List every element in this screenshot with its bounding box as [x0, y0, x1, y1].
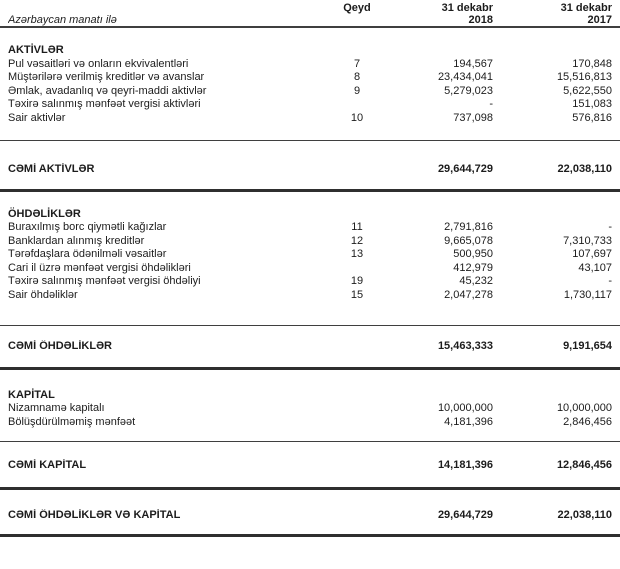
grand-total-value-2018: 29,644,729 — [437, 508, 493, 521]
header-spacer — [8, 2, 329, 14]
total-equity-block — [0, 441, 620, 490]
row-value-2017: 2,846,456 — [563, 415, 612, 428]
table-row — [0, 58, 620, 72]
grand-total-note — [329, 509, 385, 523]
total-value-2017: 9,191,654 — [563, 340, 612, 352]
row-value-2018: 194,567 — [453, 57, 493, 70]
table-row — [0, 112, 620, 126]
row-label: Nizamnamə kapitalı — [8, 402, 105, 414]
table-row — [0, 98, 620, 112]
row-label: Müştərilərə verilmiş kreditlər və avanslar — [8, 71, 205, 83]
row-value-2018: 10,000,000 — [437, 402, 493, 414]
header-row-dates — [0, 2, 620, 14]
total-row — [0, 163, 620, 177]
row-note — [329, 416, 385, 430]
row-label: Sair aktivlər — [8, 111, 66, 124]
row-value-2017: 7,310,733 — [563, 234, 612, 247]
column-header-2017-date: 31 dekabr — [560, 2, 612, 14]
row-label: Cari il üzrə mənfəət vergisi öhdəlikləri — [8, 261, 191, 274]
total-label: CƏMİ KAPİTAL — [8, 459, 87, 471]
row-value-2017: 43,107 — [578, 261, 612, 274]
row-note: 15 — [350, 288, 364, 301]
row-value-2017: 576,816 — [572, 111, 612, 124]
row-note: 10 — [350, 111, 364, 124]
row-label: Buraxılmış borc qiymətli kağızlar — [8, 221, 167, 233]
total-value-2018: 29,644,729 — [437, 163, 493, 175]
table-row — [0, 248, 620, 262]
row-note: 13 — [350, 248, 364, 260]
row-value-2017: 1,730,117 — [563, 288, 612, 301]
row-value-2017: 15,516,813 — [556, 71, 612, 83]
row-label: Sair öhdəliklər — [8, 288, 78, 301]
total-value-2018: 14,181,396 — [437, 459, 493, 471]
column-header-2017-year: 2017 — [587, 14, 612, 26]
total-value-2017: 22,038,110 — [557, 163, 612, 175]
row-label: Bölüşdürülməmiş mənfəət — [8, 415, 136, 428]
row-value-2018: 500,950 — [453, 248, 493, 260]
header-spacer — [329, 14, 385, 26]
row-value-2017: - — [608, 221, 612, 233]
total-note — [329, 459, 385, 473]
row-value-2018: 23,434,041 — [437, 71, 493, 83]
total-value-2018: 15,463,333 — [437, 340, 493, 352]
table-row — [0, 235, 620, 249]
table-row — [0, 416, 620, 430]
row-label: Pul vəsaitləri və onların ekvivalentləri — [8, 57, 189, 70]
row-note — [329, 402, 385, 416]
row-label: Tərəfdaşlara ödənilməli vəsaitlər — [8, 248, 167, 260]
header-row-years — [0, 14, 620, 26]
total-liabilities-block — [0, 325, 620, 370]
row-value-2017: 151,083 — [572, 98, 612, 110]
row-label: Banklardan alınmış kreditlər — [8, 234, 145, 247]
table-row — [0, 71, 620, 85]
row-label: Əmlak, avadanlıq və qeyri-maddi aktivlər — [8, 84, 207, 97]
total-row — [0, 340, 620, 354]
total-label: CƏMİ AKTİVLƏR — [8, 163, 95, 175]
table-header — [0, 0, 620, 28]
row-value-2017: 170,848 — [572, 57, 612, 70]
row-value-2017: 5,622,550 — [563, 84, 612, 97]
table-row — [0, 262, 620, 276]
total-value-2017: 12,846,456 — [556, 459, 612, 471]
row-value-2018: 2,047,278 — [444, 288, 493, 301]
row-note: 9 — [353, 84, 361, 97]
row-note — [329, 98, 385, 112]
total-note — [329, 163, 385, 177]
grand-total-value-2017: 22,038,110 — [557, 508, 612, 521]
row-value-2018: 412,979 — [453, 261, 493, 274]
row-note — [329, 262, 385, 276]
row-value-2017: 107,697 — [572, 248, 612, 260]
row-note: 8 — [353, 71, 361, 83]
row-value-2018: 45,232 — [459, 275, 493, 287]
row-value-2018: 2,791,816 — [444, 221, 493, 233]
column-header-2018-year: 2018 — [468, 14, 493, 26]
row-value-2018: 4,181,396 — [444, 415, 493, 428]
row-value-2018: 737,098 — [453, 111, 493, 124]
table-row — [0, 289, 620, 303]
currency-note: Azərbaycan manatı ilə — [8, 14, 117, 26]
row-note: 12 — [350, 234, 364, 247]
row-note: 19 — [350, 275, 364, 287]
table-row — [0, 221, 620, 235]
row-value-2018: 5,279,023 — [444, 84, 493, 97]
section-title-assets: AKTİVLƏR — [8, 44, 64, 56]
grand-total-label: CƏMİ ÖHDƏLİKLƏR VƏ KAPİTAL — [8, 508, 181, 521]
grand-total-block — [0, 509, 620, 538]
table-row — [0, 275, 620, 289]
row-value-2018: 9,665,078 — [444, 234, 493, 247]
total-row — [0, 459, 620, 473]
row-note: 7 — [353, 57, 361, 70]
section-title-liabilities: ÖHDƏLİKLƏR — [8, 207, 81, 220]
table-row — [0, 402, 620, 416]
row-value-2017: 10,000,000 — [556, 402, 612, 414]
row-value-2017: - — [608, 275, 612, 287]
section-title-equity: KAPİTAL — [8, 388, 55, 401]
row-label: Təxirə salınmış mənfəət vergisi aktivləri — [8, 98, 201, 110]
row-value-2018: - — [489, 98, 493, 110]
total-assets-block — [0, 140, 620, 192]
total-note — [329, 340, 385, 354]
row-label: Təxirə salınmış mənfəət vergisi öhdəliyi — [8, 275, 201, 287]
total-label: CƏMİ ÖHDƏLİKLƏR — [8, 340, 113, 352]
row-note: 11 — [351, 221, 363, 233]
column-header-2018-date: 31 dekabr — [441, 2, 493, 14]
total-row — [0, 509, 620, 523]
table-row — [0, 85, 620, 99]
column-header-note: Qeyd — [343, 2, 371, 14]
